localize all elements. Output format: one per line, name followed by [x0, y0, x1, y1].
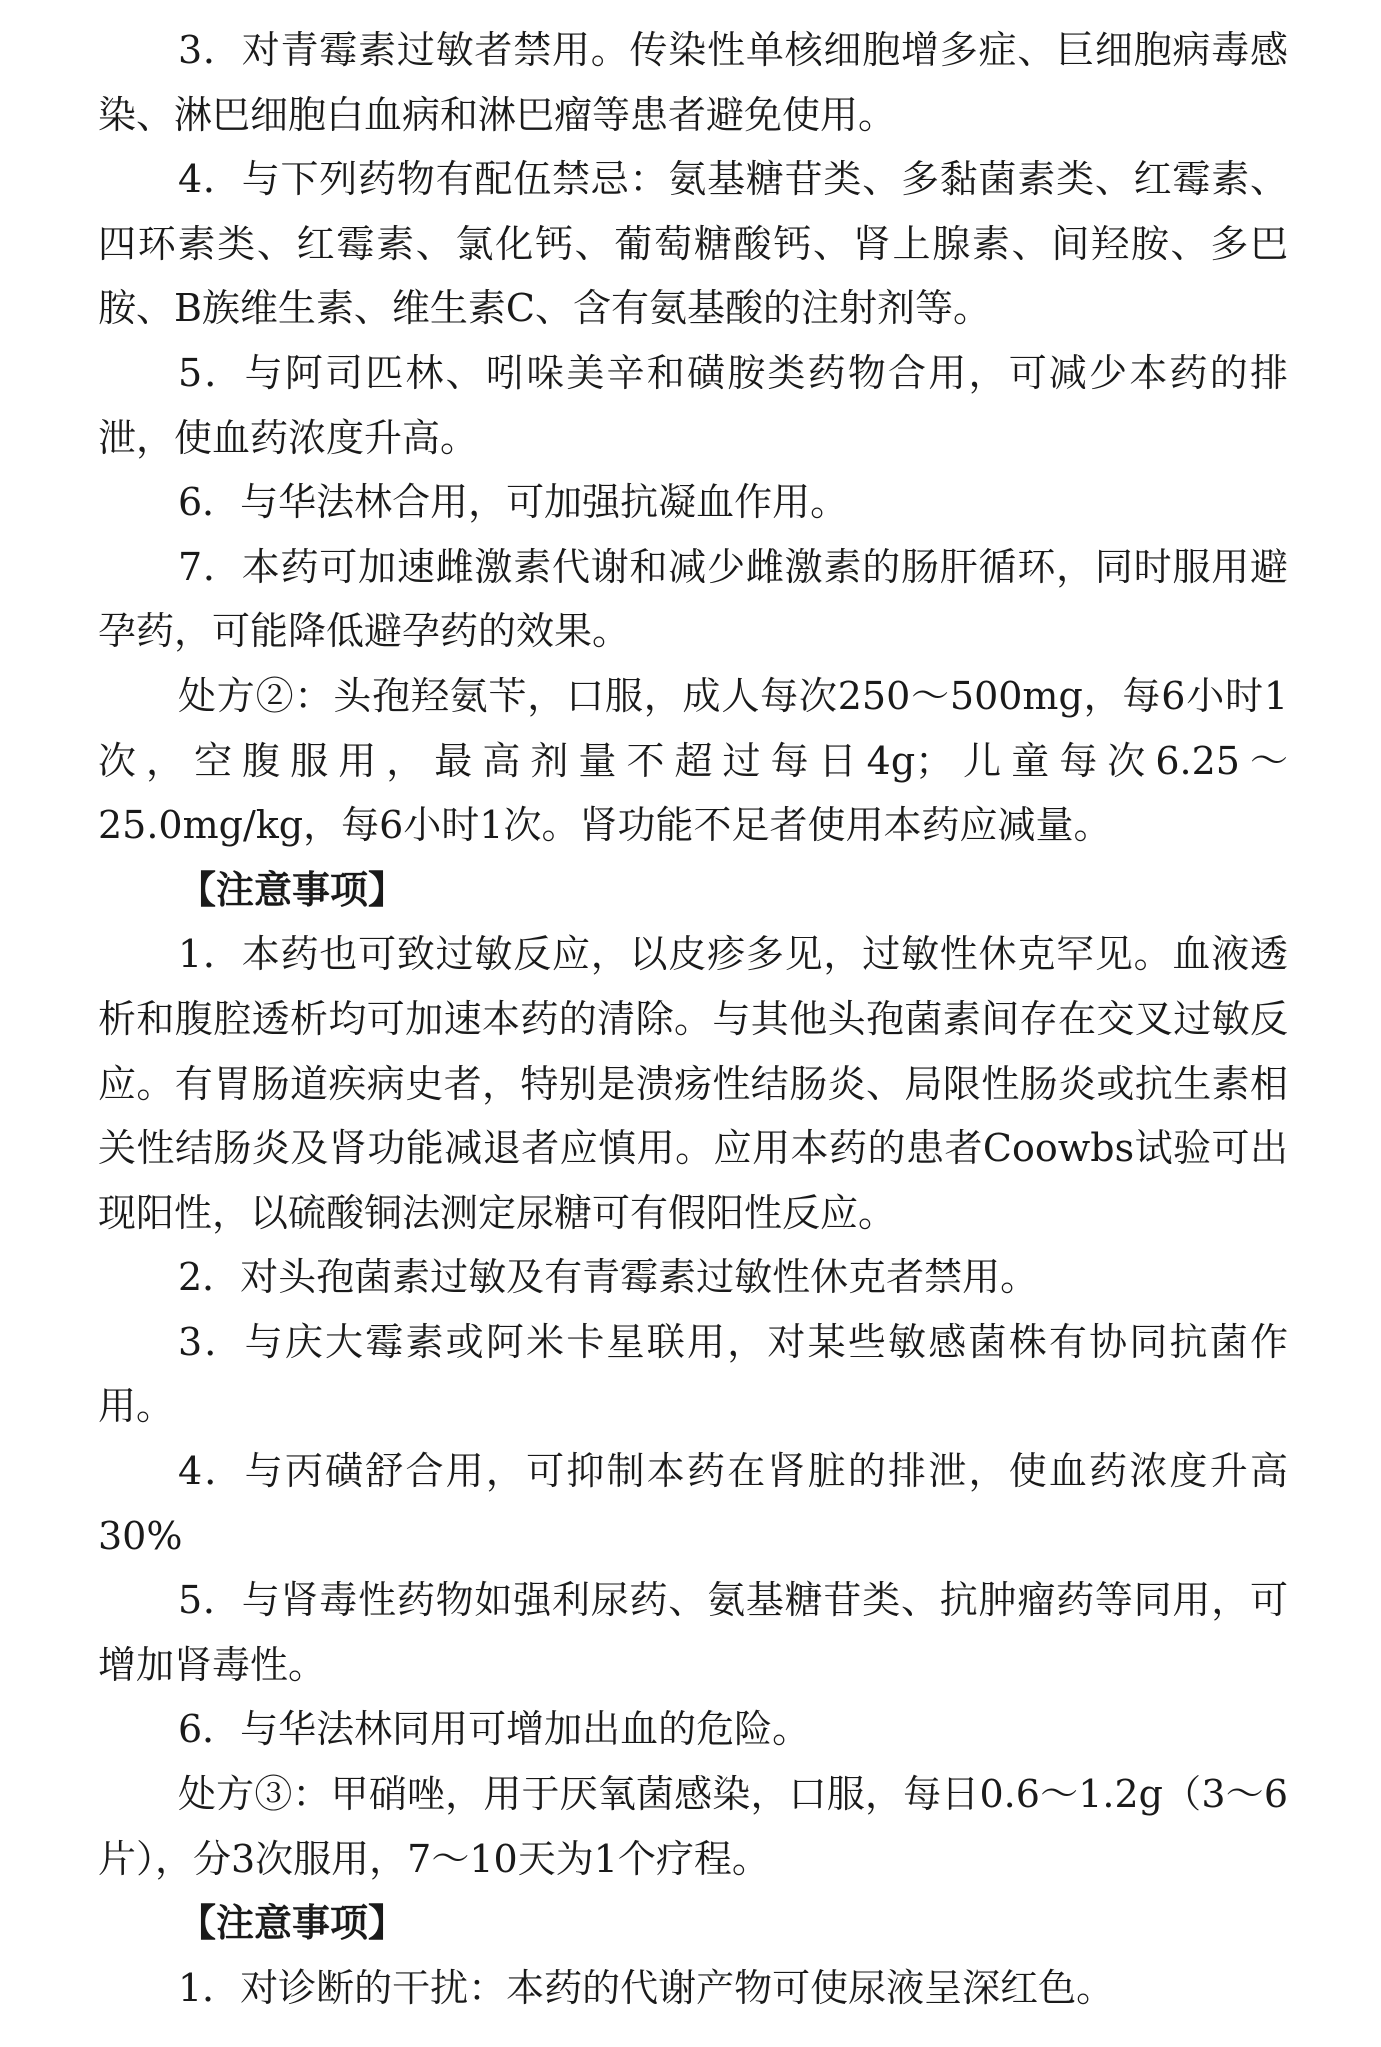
paragraph-item-5-aspirin-interaction: 5．与阿司匹林、吲哚美辛和磺胺类药物合用，可减少本药的排泄，使血药浓度升高。: [98, 350, 1288, 460]
paragraph-item-3-penicillin-allergy: 3．对青霉素过敏者禁用。传染性单核细胞增多症、巨细胞病毒感染、淋巴细胞白血病和淋巴瘤等患者避免使用。: [98, 28, 1288, 137]
paragraph-item-5-nephrotoxicity: 5．与肾毒性药物如强利尿药、氨基糖苷类、抗肿瘤药等同用，可增加肾毒性。: [98, 1578, 1288, 1687]
paragraph-prescription-3: 处方③：甲硝唑，用于厌氧菌感染，口服，每日0.6～1.2g（3～6片），分3次服用，7～10天为1个疗程。: [98, 1772, 1288, 1881]
paragraph-item-1-diagnostic-interference: 1．对诊断的干扰：本药的代谢产物可使尿液呈深红色。: [178, 1965, 1115, 2010]
section-heading-precautions: 【注意事项】: [178, 867, 407, 912]
document-page: [98, 18, 1288, 2020]
paragraph-item-2-contraindication: 2．对头孢菌素过敏及有青霉素过敏性休克者禁用。: [178, 1255, 1039, 1300]
paragraph-item-1-allergic-reaction: 1．本药也可致过敏反应，以皮疹多见，过敏性休克罕见。血液透析和腹腔透析均可加速本药的清除。与其他头孢菌素间存在交叉过敏反应。有胃肠道疾病史者，特别是溃疡性结肠炎、局限性肠炎或抗生素相关性结肠炎及肾功能减退者应慎用。应用本药的患者Coowbs试验可出现阳性，以硫酸铜法测定尿糖可有假阳性反应。: [98, 932, 1288, 1235]
paragraph-item-6-bleeding-risk: 6．与华法林同用可增加出血的危险。: [178, 1707, 811, 1752]
section-heading-precautions-2: 【注意事项】: [178, 1901, 407, 1946]
paragraph-item-4-incompatibility: 4．与下列药物有配伍禁忌：氨基糖苷类、多黏菌素类、红霉素、四环素类、红霉素、氯化钙、葡萄糖酸钙、肾上腺素、间羟胺、多巴胺、B族维生素、维生素C、含有氨基酸的注射剂等。: [98, 157, 1288, 331]
paragraph-item-6-warfarin-interaction: 6．与华法林合用，可加强抗凝血作用。: [178, 480, 849, 525]
paragraph-item-7-estrogen-interaction: 7．本药可加速雌激素代谢和减少雌激素的肠肝循环，同时服用避孕药，可能降低避孕药的效果。: [98, 544, 1288, 654]
paragraph-item-3-synergy: 3．与庆大霉素或阿米卡星联用，对某些敏感菌株有协同抗菌作用。: [98, 1319, 1288, 1429]
paragraph-item-4-probenecid: 4．与丙磺舒合用，可抑制本药在肾脏的排泄，使血药浓度升高30%: [98, 1449, 1288, 1558]
paragraph-prescription-2: 处方②：头孢羟氨苄，口服，成人每次250～500mg，每6小时1次，空腹服用，最高剂量不超过每日4g；儿童每次6.25～25.0mg/kg，每6小时1次。肾功能不足者使用本药应减量。: [98, 673, 1288, 848]
